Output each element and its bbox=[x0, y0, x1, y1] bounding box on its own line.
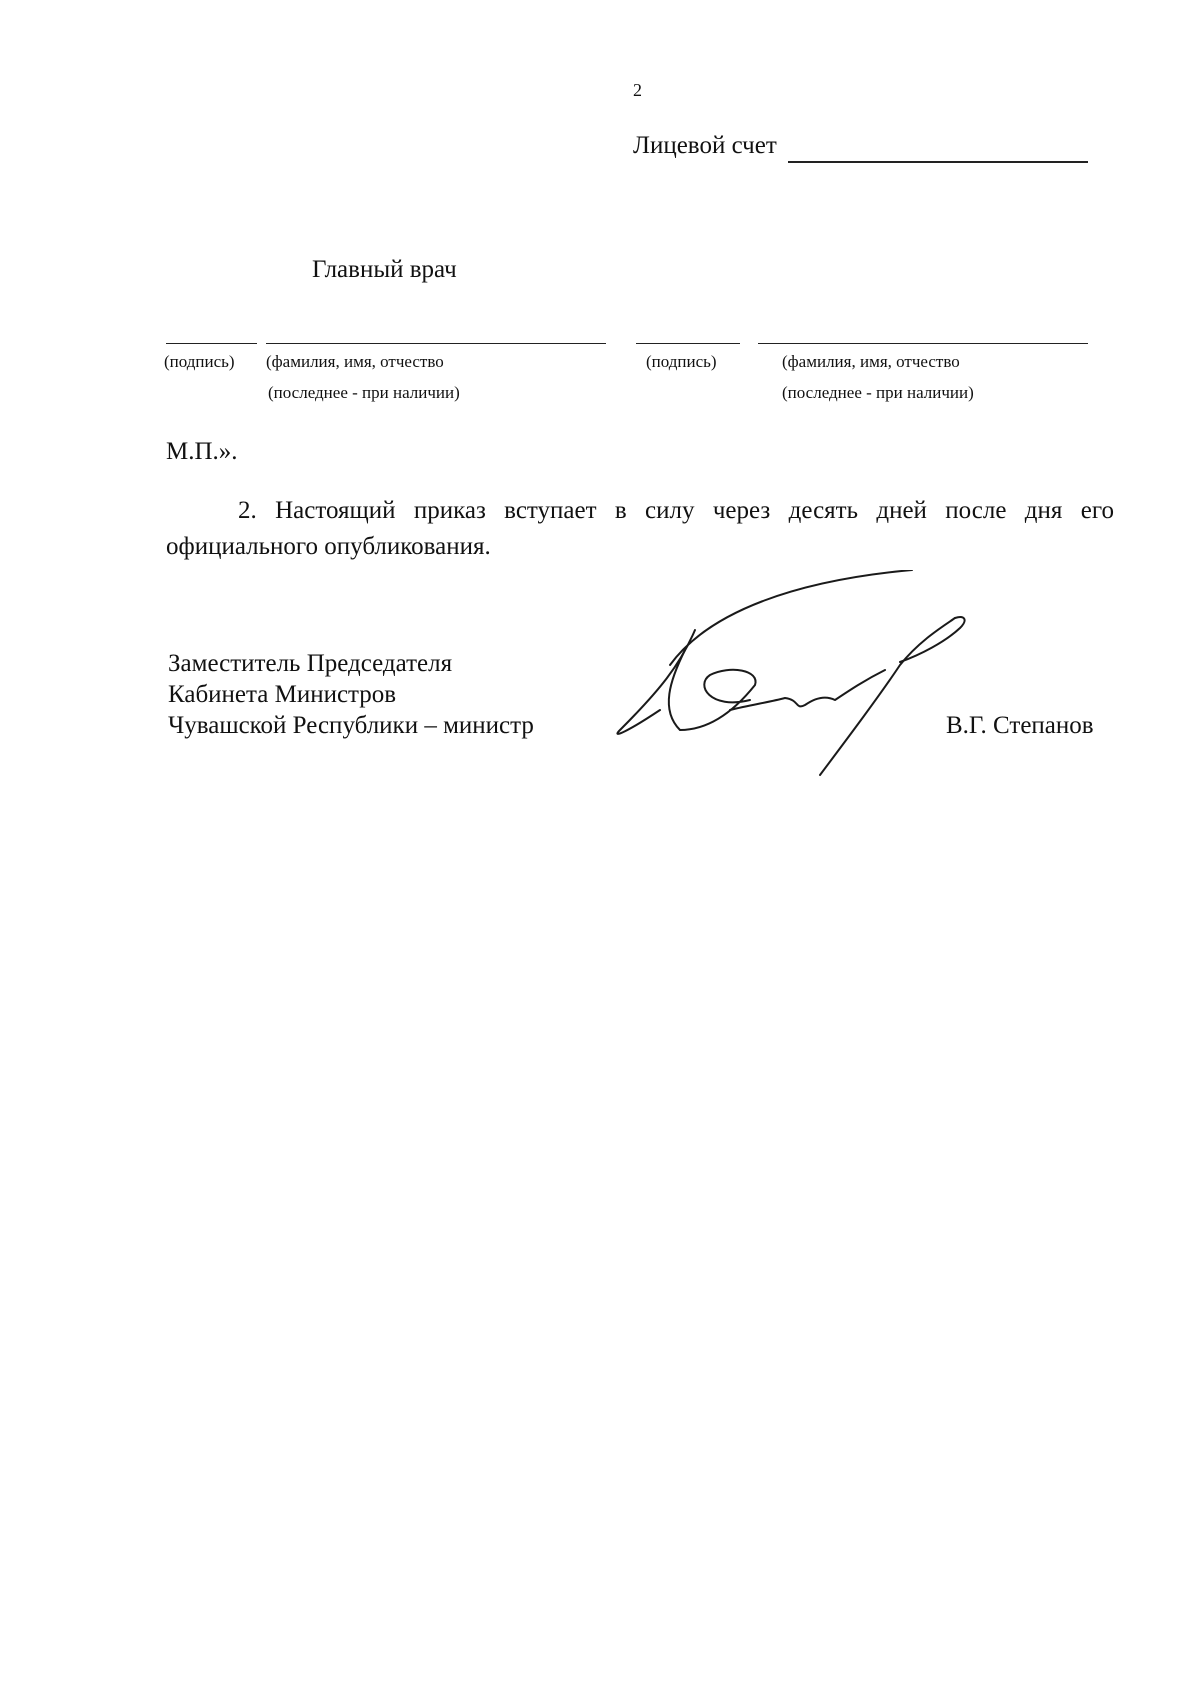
account-label: Лицевой счет bbox=[633, 132, 777, 159]
left-signature-line bbox=[166, 343, 257, 344]
left-name-caption-line1: (фамилия, имя, отчество bbox=[266, 352, 444, 371]
left-signature-caption: (подпись) bbox=[164, 352, 235, 371]
page-number: 2 bbox=[633, 80, 642, 100]
handwritten-signature bbox=[600, 570, 980, 785]
right-signature-caption: (подпись) bbox=[646, 352, 717, 371]
paragraph-2: 2. Настоящий приказ вступает в силу через десять дней после дня его официального опубликования. bbox=[166, 497, 1114, 560]
position-title: Главный врач bbox=[312, 256, 457, 283]
left-name-line bbox=[266, 343, 606, 344]
signer-position-line3: Чувашской Республики – министр bbox=[168, 712, 534, 739]
signer-name: В.Г. Степанов bbox=[946, 712, 1094, 739]
right-name-caption-line2: (последнее - при наличии) bbox=[782, 383, 974, 402]
right-signature-line bbox=[636, 343, 740, 344]
account-number-line bbox=[788, 161, 1088, 163]
right-name-line bbox=[758, 343, 1088, 344]
right-name-caption-line1: (фамилия, имя, отчество bbox=[782, 352, 960, 371]
stamp-mark: М.П.». bbox=[166, 438, 238, 465]
signer-position-line1: Заместитель Председателя bbox=[168, 650, 453, 677]
left-name-caption-line2: (последнее - при наличии) bbox=[268, 383, 460, 402]
signer-position-line2: Кабинета Министров bbox=[168, 681, 397, 708]
